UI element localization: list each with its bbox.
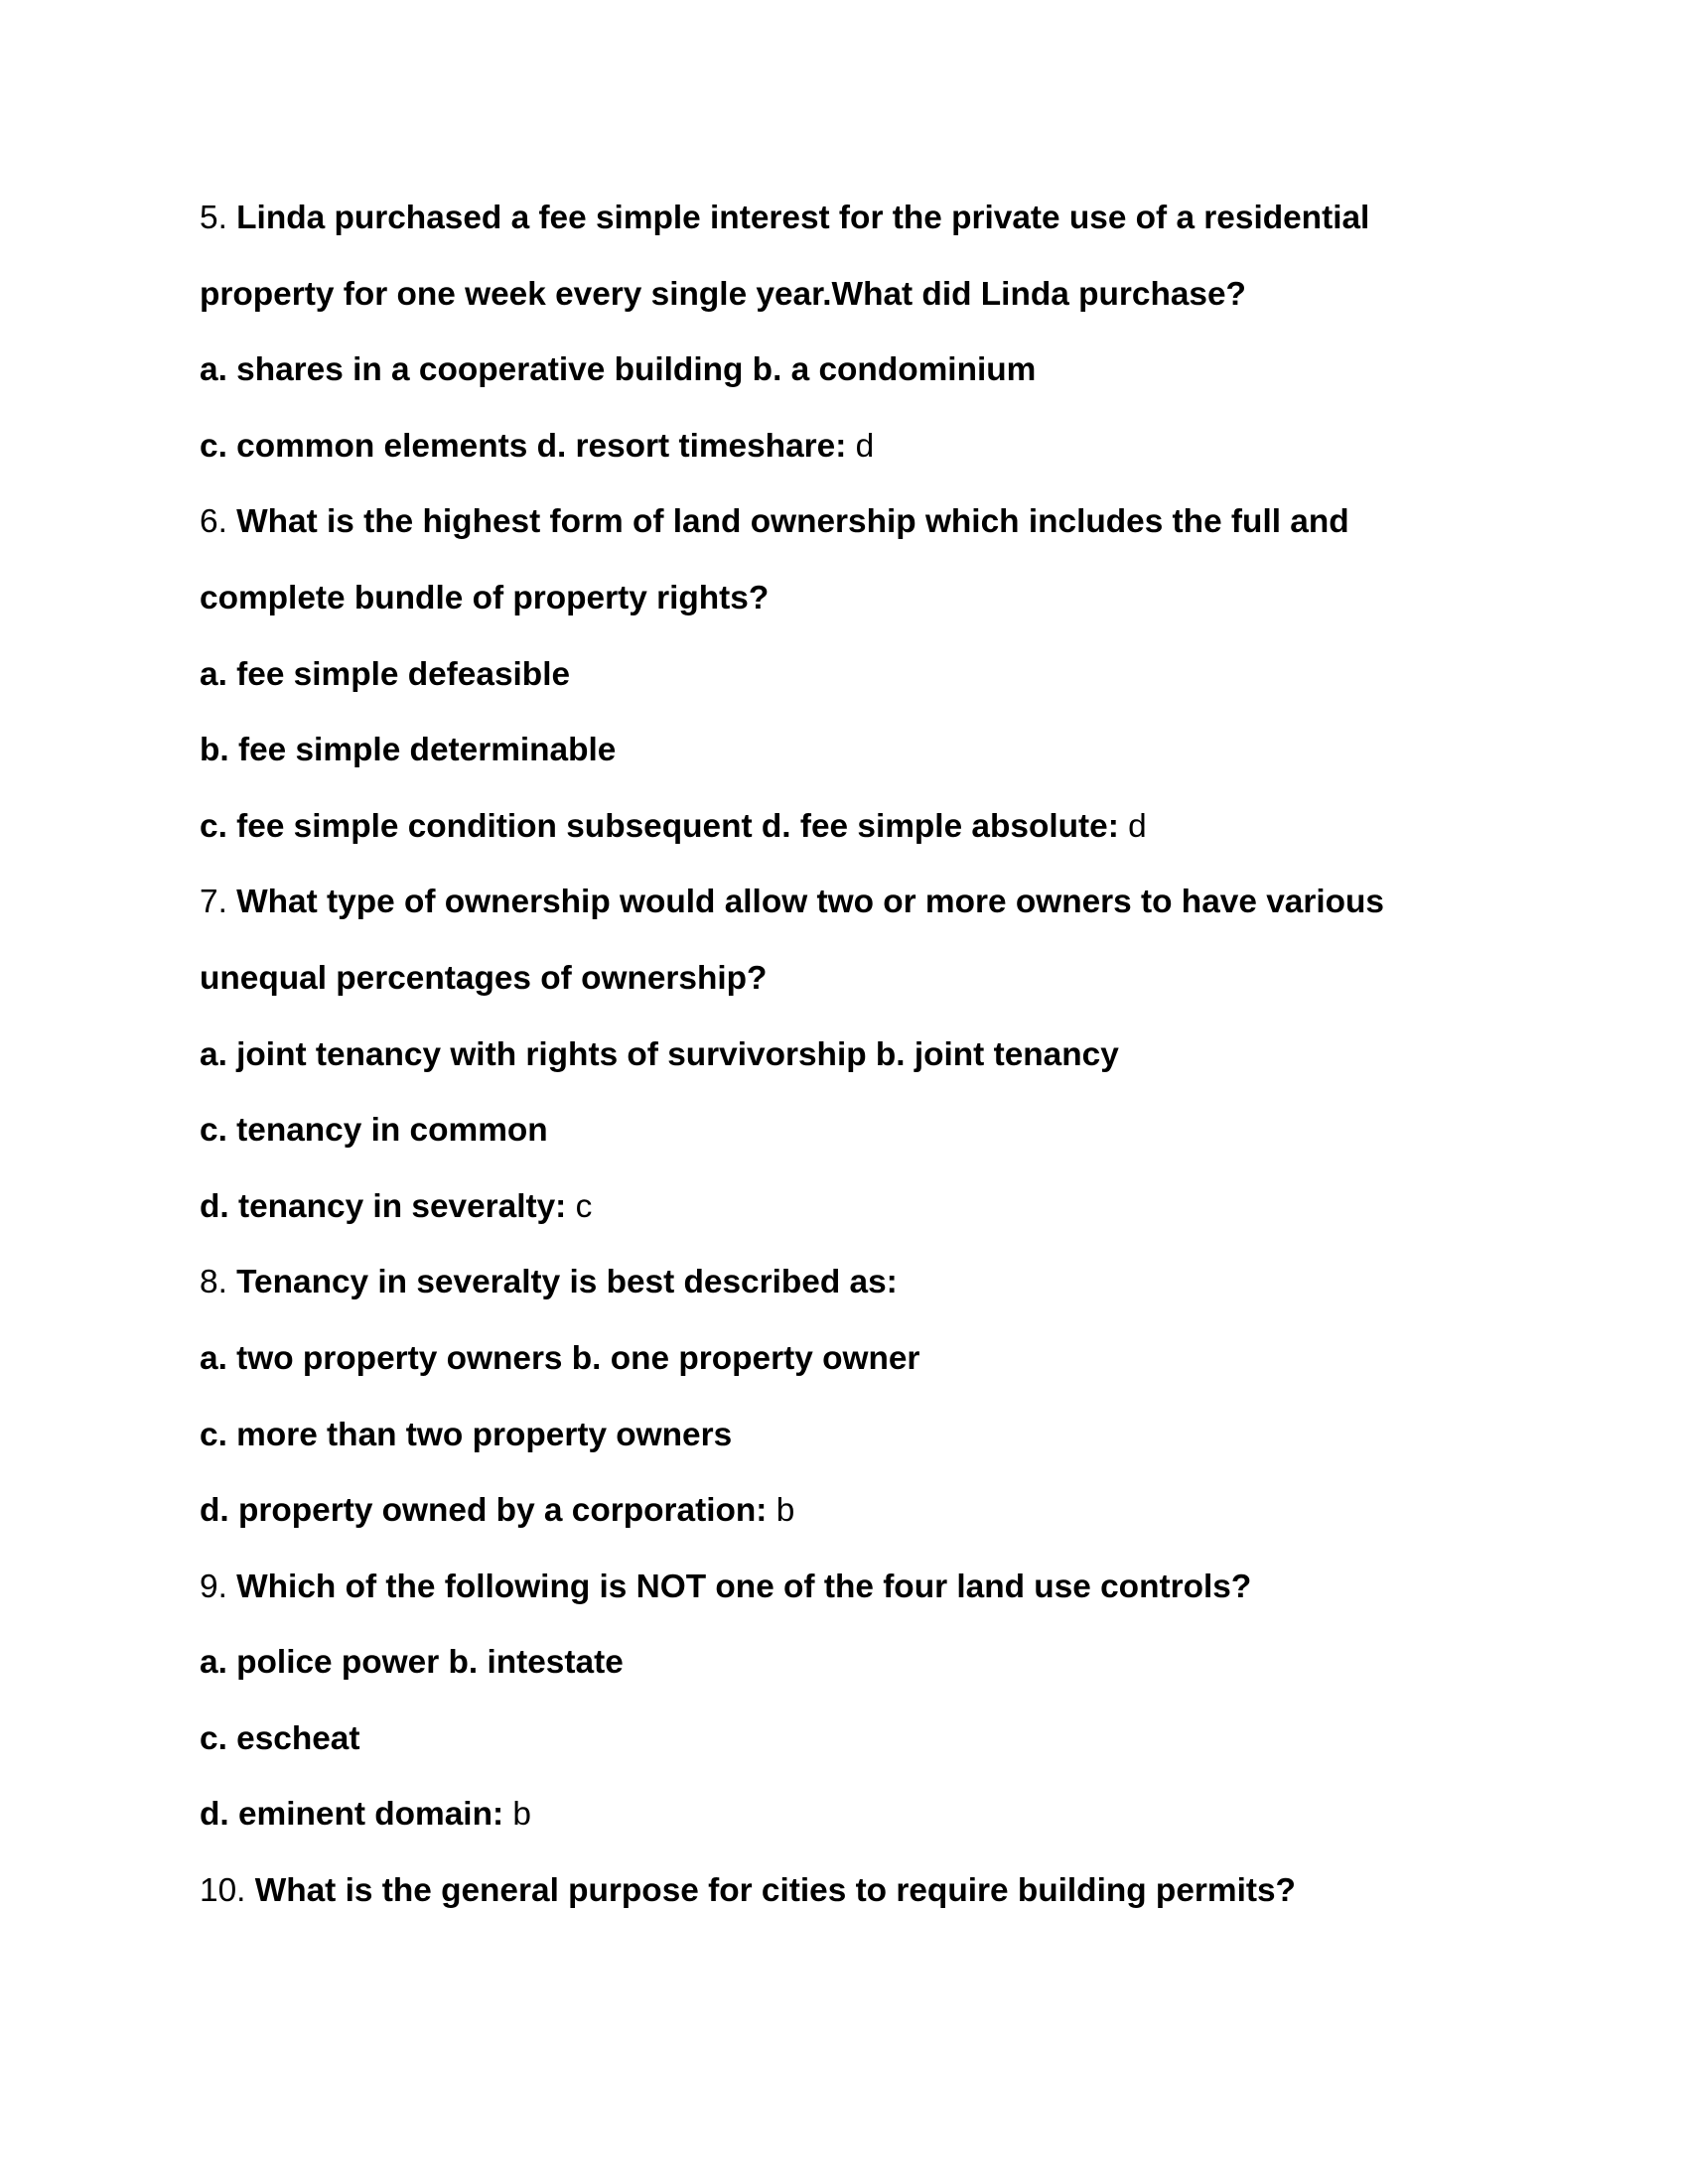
option-text: c. common elements d. resort timeshare: [200,427,847,465]
question-8-option-c: c. more than two property owners [200,1416,733,1453]
question-9-option-c: c. escheat [200,1719,360,1757]
question-number: 6. [200,503,227,541]
option-text: d. tenancy in severalty: [200,1187,567,1225]
question-number: 9. [200,1568,227,1605]
question-5-options-line-2 [200,409,1490,485]
question-6-option-b: b. fee simple determinable [200,732,617,769]
question-number: 7. [200,884,227,921]
answer-key: d [855,427,875,465]
question-9-line-1 [200,1550,1490,1626]
answer-key: d [1128,807,1147,845]
question-7-option-d [200,1169,1490,1246]
document-page [200,181,1490,1930]
option-text: d. eminent domain: [200,1796,504,1834]
question-number: 8. [200,1264,227,1301]
question-text: What is the general purpose for cities to require building permits? [254,1872,1296,1910]
question-8-line-1 [200,1245,1490,1321]
question-7-line-1 [200,865,1490,941]
question-9-options-line-1: a. police power b. intestate [200,1644,624,1682]
question-9-option-d [200,1777,1490,1853]
question-10-line-1 [200,1853,1490,1930]
question-text: Tenancy in severalty is best described as: [236,1264,898,1301]
option-text: c. fee simple condition subsequent d. fee simple absolute: [200,807,1119,845]
question-6-line-2: complete bundle of property rights? [200,579,770,616]
question-8-options-line-1: a. two property owners b. one property owner [200,1339,920,1377]
question-text: Linda purchased a fee simple interest for the private use of a residential [236,200,1370,236]
option-text: d. property owned by a corporation: [200,1492,768,1530]
question-6-option-a: a. fee simple defeasible [200,655,571,693]
question-5-line-2: property for one week every single year.What did Linda purchase? [200,275,1246,313]
question-8-option-d [200,1473,1490,1550]
question-6-options-line-3 [200,789,1490,866]
question-number: 5. [200,200,227,236]
question-text: Which of the following is NOT one of the four land use controls? [236,1568,1252,1605]
question-7-line-2: unequal percentages of ownership? [200,959,768,997]
answer-key: c [575,1187,593,1225]
question-5-line-1 [200,181,1490,257]
question-5-options-line-1: a. shares in a cooperative building b. a condominium [200,351,1037,389]
question-7-option-c: c. tenancy in common [200,1112,548,1150]
question-text: What type of ownership would allow two or more owners to have various [236,884,1384,921]
question-number: 10. [200,1872,246,1910]
answer-key: b [775,1492,795,1530]
question-6-line-1 [200,484,1490,561]
answer-key: b [512,1796,531,1834]
question-text: What is the highest form of land ownership which includes the full and [236,503,1349,541]
question-7-options-line-1: a. joint tenancy with rights of survivorship b. joint tenancy [200,1035,1119,1073]
